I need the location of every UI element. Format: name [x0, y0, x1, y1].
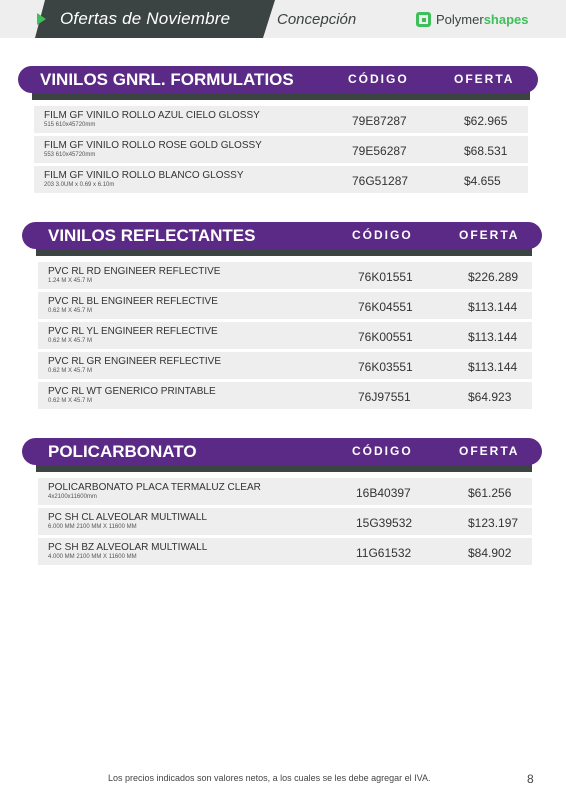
- product-price: $113.144: [468, 330, 518, 344]
- product-name: FILM GF VINILO ROLLO BLANCO GLOSSY: [44, 170, 244, 181]
- section-vinilos-reflectantes: [22, 222, 542, 412]
- table-row: [34, 136, 528, 163]
- logo-text: Polymershapes: [436, 11, 529, 27]
- product-spec: 0.62 M X 45.7 M: [48, 338, 93, 344]
- table-row: [38, 292, 532, 319]
- brand-logo: [416, 10, 529, 28]
- product-name: POLICARBONATO PLACA TERMALUZ CLEAR: [48, 482, 261, 493]
- product-name: PC SH BZ ALVEOLAR MULTIWALL: [48, 542, 208, 553]
- product-price: $68.531: [464, 144, 508, 158]
- product-spec: 4x2100x11600mm: [48, 494, 97, 500]
- product-name: PC SH CL ALVEOLAR MULTIWALL: [48, 512, 207, 523]
- column-offer-header: OFERTA: [459, 444, 520, 458]
- product-spec: 0.62 M X 45.7 M: [48, 368, 93, 374]
- table-row: [34, 166, 528, 193]
- product-price: $64.923: [468, 390, 512, 404]
- column-offer-header: OFERTA: [454, 72, 515, 86]
- section-title: POLICARBONATO: [48, 442, 197, 461]
- product-code: 76K01551: [358, 270, 413, 284]
- product-spec: 1.24 M X 45.7 M: [48, 278, 93, 284]
- product-price: $123.197: [468, 516, 519, 530]
- product-spec: 4.000 MM 2100 MM X 11600 MM: [48, 554, 137, 560]
- product-price: $61.256: [468, 486, 512, 500]
- page-header: [0, 0, 566, 38]
- product-spec: 515 610x45720mm: [44, 122, 96, 128]
- table-row: [38, 508, 532, 535]
- page-number: 8: [527, 772, 534, 786]
- table-row: [38, 382, 532, 409]
- product-name: PVC RL BL ENGINEER REFLECTIVE: [48, 296, 218, 307]
- product-code: 11G61532: [356, 546, 412, 560]
- product-code: 16B40397: [356, 486, 411, 500]
- product-code: 79E56287: [352, 144, 407, 158]
- product-spec: 203 3.0UM x 0.69 x 6.10m: [44, 182, 115, 188]
- section-title: VINILOS GNRL. FORMULATIOS: [40, 70, 294, 89]
- page-title: Ofertas de Noviembre: [60, 9, 231, 28]
- column-offer-header: OFERTA: [459, 228, 520, 242]
- product-code: 79E87287: [352, 114, 407, 128]
- product-price: $113.144: [468, 360, 518, 374]
- footer-note: Los precios indicados son valores netos, a los cuales se les debe agregar el IVA.: [108, 773, 431, 783]
- product-spec: 6.000 MM 2100 MM X 11600 MM: [48, 524, 137, 530]
- section-policarbonato: [22, 438, 542, 568]
- product-spec: 0.62 M X 45.7 M: [48, 398, 93, 404]
- product-name: FILM GF VINILO ROLLO AZUL CIELO GLOSSY: [44, 110, 260, 121]
- table-row: [38, 478, 532, 505]
- column-code-header: CÓDIGO: [352, 228, 413, 242]
- table-row: [38, 262, 532, 289]
- product-name: FILM GF VINILO ROLLO ROSE GOLD GLOSSY: [44, 140, 262, 151]
- product-price: $226.289: [468, 270, 519, 284]
- product-price: $113.144: [468, 300, 518, 314]
- product-name: PVC RL GR ENGINEER REFLECTIVE: [48, 356, 221, 367]
- section-title: VINILOS REFLECTANTES: [48, 226, 256, 245]
- product-spec: 553 610x45720mm: [44, 152, 96, 158]
- product-code: 76K00551: [358, 330, 413, 344]
- product-code: 76J97551: [358, 390, 411, 404]
- column-code-header: CÓDIGO: [348, 72, 409, 86]
- product-code: 15G39532: [356, 516, 413, 530]
- product-spec: 0.62 M X 45.7 M: [48, 308, 93, 314]
- table-row: [38, 352, 532, 379]
- product-code: 76G51287: [352, 174, 409, 188]
- city-label: Concepción: [277, 11, 357, 28]
- table-row: [38, 538, 532, 565]
- section-header: [22, 222, 542, 249]
- product-name: PVC RL RD ENGINEER REFLECTIVE: [48, 266, 221, 277]
- product-code: 76K04551: [358, 300, 413, 314]
- product-name: PVC RL WT GENERICO PRINTABLE: [48, 386, 216, 397]
- table-row: [34, 106, 528, 133]
- product-price: $84.902: [468, 546, 512, 560]
- logo-icon: [416, 12, 431, 27]
- product-code: 76K03551: [358, 360, 413, 374]
- section-vinilos-gnrl: [18, 66, 538, 196]
- section-header: [18, 66, 538, 93]
- column-code-header: CÓDIGO: [352, 444, 413, 458]
- table-row: [38, 322, 532, 349]
- product-price: $4.655: [464, 174, 501, 188]
- product-name: PVC RL YL ENGINEER REFLECTIVE: [48, 326, 218, 337]
- section-header: [22, 438, 542, 465]
- product-price: $62.965: [464, 114, 508, 128]
- play-arrow-icon: [37, 13, 46, 25]
